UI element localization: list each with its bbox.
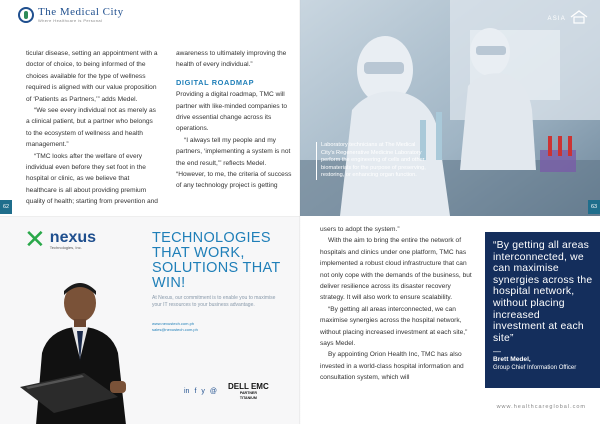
website-footer[interactable]: www.healthcareglobal.com (496, 404, 586, 410)
paragraph: “TMC looks after the welfare of every individual even before they set foot in the hospital or clinic, as we believe that healthcare is all about providing premium quality of health; starting from prevention and (26, 152, 158, 206)
advert-body: At Nexus, our commitment is to enable you to maximise your IT resources to your business advantage. (152, 295, 276, 308)
right-page (300, 0, 600, 424)
advert-website-link[interactable]: www.nexustech.com.ph (152, 321, 195, 326)
laboratory-photo-image (300, 0, 600, 216)
home-icon[interactable] (570, 10, 588, 24)
medical-city-logo (18, 7, 124, 23)
pull-quote-role: Group Chief Information Officer (493, 365, 577, 372)
paragraph: “By getting all areas interconnected, we can maximise synergies across the hospital network, without placing increased investment at each site,” says Medel. (320, 305, 468, 348)
advert-contact (152, 321, 198, 333)
paragraph: awareness to ultimately improving the health of every individual.” (176, 50, 287, 69)
nexus-x-icon: ✕ (24, 225, 46, 255)
nexus-brand: nexus (49, 228, 97, 246)
article-column-a (26, 48, 158, 208)
paragraph: users to adopt the system.” (320, 226, 400, 233)
article-column-b (176, 48, 292, 192)
youtube-icon[interactable]: y (201, 388, 205, 395)
paragraph: With the aim to bring the entire the network of hospitals and clinics under one platform, TMC has implemented a robust cloud infrastructure that can not only cope with the demands of the business, but deliver resilience across its disaster recovery strategy. It will also work to ensure scalability. (320, 237, 472, 302)
page-number-left: 62 (0, 200, 12, 214)
article-column-c (320, 224, 474, 384)
pull-quote-author: Brett Medel, (493, 356, 531, 364)
dell-emc-wordmark: DELL EMC (228, 382, 269, 391)
advert-headline: TECHNOLOGIES THAT WORK, SOLUTIONS THAT WIN! (152, 230, 281, 291)
nexus-logo (24, 227, 96, 253)
advert-email-link[interactable]: sales@nexustech.com.ph (152, 327, 198, 332)
laboratory-photo (300, 0, 600, 216)
instagram-icon[interactable]: @ (209, 388, 218, 395)
linkedin-icon[interactable]: in (184, 388, 190, 395)
paragraph: “I always tell my people and my partners, ‘implementing a system is not the end result,’” reflects Medel. “However, to me, the criteria of success of any technology project is getting (176, 136, 292, 190)
pull-quote-text: “By getting all areas interconnected, we can maximise synergies across the hospital network, without placing increased investment at each site” (493, 240, 593, 344)
logo-subtitle: Where Healthcare is Personal (38, 18, 103, 23)
partner-tier: TITANIUM (239, 395, 257, 400)
nexus-advert[interactable] (0, 216, 300, 424)
photo-caption: Laboratory technicians at The Medical City's Regenerative Medicine Laboratory perform the engineering of cells and other biomaterials for the purpose of preserving, restoring, or enhancing organ function. (316, 142, 428, 180)
section-heading: DIGITAL ROADMAP (176, 77, 255, 87)
social-links (184, 388, 217, 395)
pull-quote-dash: — (493, 347, 501, 357)
page-number-right: 63 (588, 200, 600, 214)
medical-city-logo-icon (18, 7, 34, 23)
partner-label: PARTNER (239, 391, 257, 395)
dell-emc-partner-badge (228, 383, 269, 400)
nexus-brand-sub: Technologies, Inc. (49, 244, 82, 250)
region-label: ASIA (547, 16, 566, 22)
paragraph: “We see every individual not as merely as a clinical patient, but a partner who belongs to the ecosystem of wellness and health management.” (26, 107, 156, 149)
paragraph: Providing a digital roadmap, TMC will partner with like-minded companies to drive essential change across its operations. (176, 91, 288, 133)
paragraph: ticular disease, setting an appointment with a doctor of choice, to being informed of the choices available for the type of wellness required is aligned with our value proposition of ‘Patients as Partners,’” adds Medel. (26, 50, 158, 103)
paragraph: By appointing Orion Health Inc, TMC has also invested in a world-class hospital information and consultation system, which will (320, 351, 464, 382)
pull-quote (485, 232, 600, 388)
logo-title: The Medical City (38, 6, 124, 18)
businessman-laptop-image (14, 269, 144, 424)
page-gutter (299, 0, 301, 424)
facebook-icon[interactable]: f (194, 388, 197, 395)
